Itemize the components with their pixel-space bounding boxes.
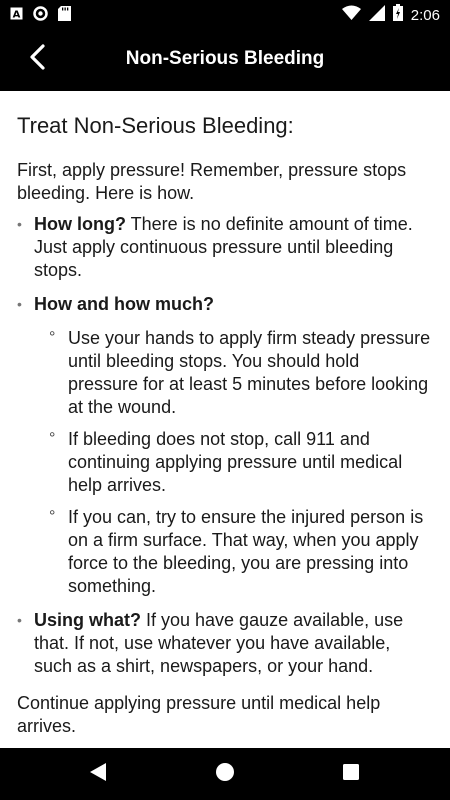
instruction-list <box>17 213 433 678</box>
back-arrow-icon <box>28 44 48 75</box>
sub-list-item: ° If bleeding does not stop, call 911 and continuing applying pressure until medical help arrives. <box>34 428 433 497</box>
page-title: Non-Serious Bleeding <box>125 48 325 69</box>
nav-recents-button[interactable] <box>338 761 364 787</box>
list-item-how-and-how-much <box>17 293 433 598</box>
nav-home-icon <box>215 762 235 787</box>
sd-card-icon <box>58 6 71 26</box>
nav-recents-icon <box>342 763 360 786</box>
list-item-how-long <box>17 213 433 282</box>
svg-text:A: A <box>12 9 21 20</box>
article-content[interactable] <box>0 91 450 748</box>
list-item-lead: Using what? <box>34 610 141 630</box>
sub-list-item: ° Use your hands to apply firm steady pressure until bleeding stops. You should hold pressure for at least 5 minutes before looking at the wound. <box>34 327 433 419</box>
status-bar-right <box>342 4 440 26</box>
nav-home-button[interactable] <box>212 761 238 787</box>
nav-back-icon <box>89 762 107 787</box>
a-badge-icon <box>10 7 23 25</box>
battery-icon <box>393 4 403 26</box>
signal-icon <box>369 5 385 26</box>
intro-text: First, apply pressure! Remember, pressure stops bleeding. Here is how. <box>17 160 407 203</box>
nav-back-button[interactable] <box>85 761 111 787</box>
status-time: 2:06 <box>410 6 440 24</box>
list-item-text: There is no definite amount of time. Just apply continuous pressure until bleeding stops. <box>34 214 413 280</box>
wifi-icon <box>342 5 361 26</box>
list-item-lead: How long? <box>34 214 126 234</box>
sub-list-item: ° If you can, try to ensure the injured person is on a firm surface. That way, when you apply force to the bleeding, you are pressing into something. <box>34 506 433 598</box>
sub-list <box>34 327 433 598</box>
circle-icon <box>33 6 48 26</box>
status-bar-left <box>10 6 71 26</box>
navigation-bar <box>0 748 450 800</box>
app-bar <box>0 27 450 91</box>
list-item-lead: How and how much? <box>34 294 214 314</box>
list-item-text: If you have gauze available, use that. If not, use whatever you have available, such as a shirt, newspapers, or your hand. <box>34 610 404 676</box>
back-button[interactable] <box>20 41 56 77</box>
status-bar <box>0 0 450 27</box>
list-item-using-what <box>17 609 433 678</box>
section-heading: Treat Non-Serious Bleeding: <box>17 113 294 138</box>
closing-text: Continue applying pressure until medical help arrives. <box>17 693 381 736</box>
